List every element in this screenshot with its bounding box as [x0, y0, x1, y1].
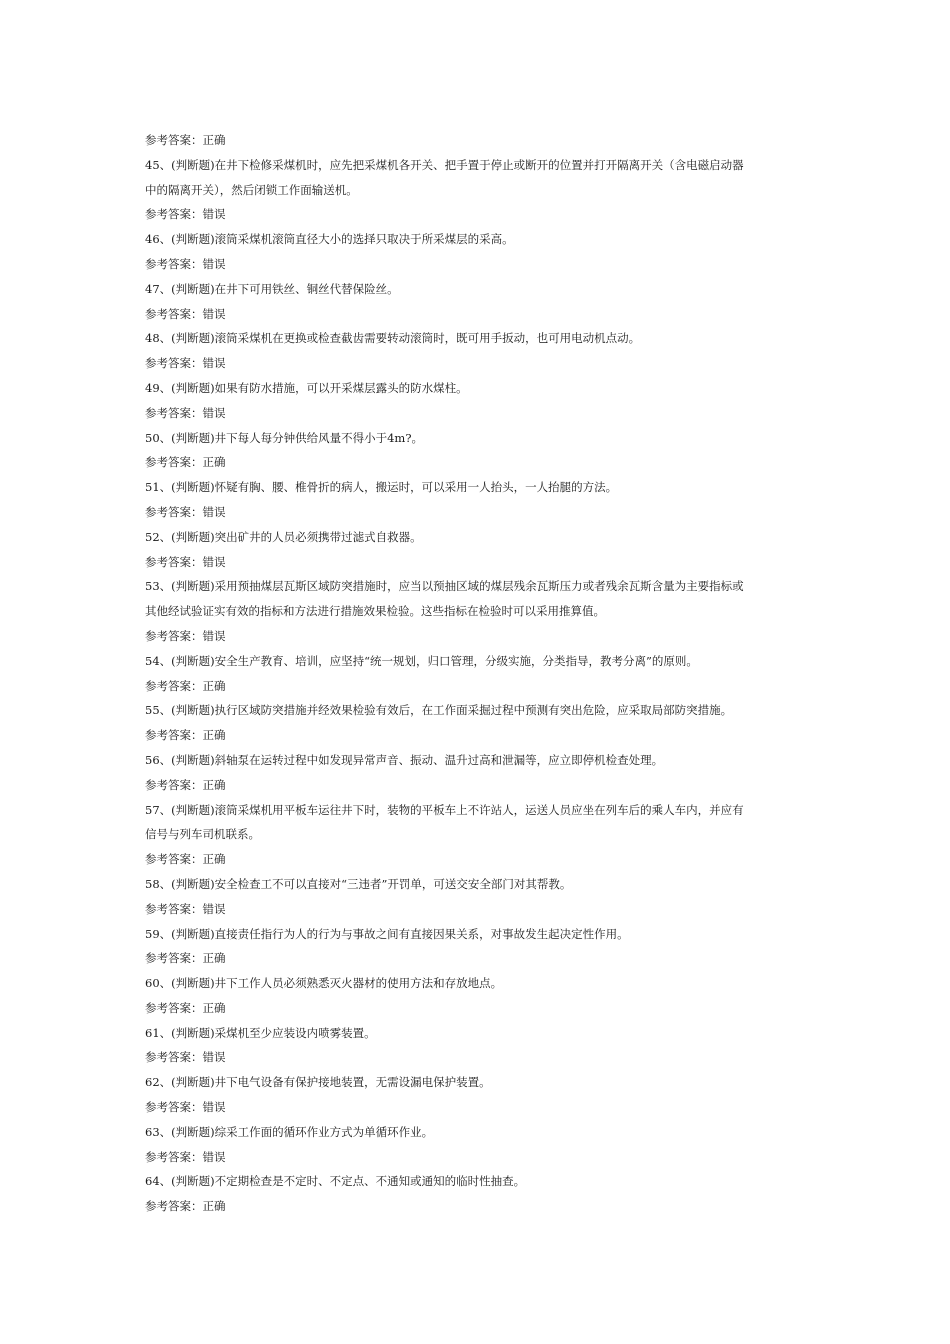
question-text: 中的隔离开关），然后闭锁工作面输送机。 — [145, 182, 358, 197]
question-text: 48、(判断题)滚筒采煤机在更换或检查截齿需要转动滚筒时，既可用手扳动，也可用电动机点动。 — [145, 331, 641, 346]
question-list — [145, 153, 810, 1219]
question-text: 61、(判断题)采煤机至少应装设内喷雾装置。 — [145, 1025, 376, 1040]
answer-text: 参考答案：错误 — [145, 554, 226, 569]
answer-text: 参考答案：错误 — [145, 306, 226, 321]
question-text: 60、(判断题)井下工作人员必须熟悉灭火器材的使用方法和存放地点。 — [145, 976, 503, 991]
question-text: 58、(判断题)安全检查工不可以直接对“三违者”开罚单，可送交安全部门对其帮教。 — [145, 876, 572, 891]
question-text: 46、(判断题)滚筒采煤机滚筒直径大小的选择只取决于所采煤层的采高。 — [145, 232, 514, 247]
lead-answer: 参考答案：正确 — [145, 133, 226, 147]
question-text: 53、(判断题)采用预抽煤层瓦斯区域防突措施时，应当以预抽区域的煤层残余瓦斯压力或者残余瓦斯含量为主要指标或 — [145, 579, 744, 594]
answer-text: 参考答案：正确 — [145, 777, 226, 792]
question-text: 45、(判断题)在井下检修采煤机时，应先把采煤机各开关、把手置于停止或断开的位置并打开隔离开关（含电磁启动器 — [145, 157, 744, 172]
answer-text: 参考答案：正确 — [145, 678, 226, 693]
question-text: 59、(判断题)直接责任指行为人的行为与事故之间有直接因果关系，对事故发生起决定性作用。 — [145, 926, 629, 941]
answer-text: 参考答案：错误 — [145, 405, 226, 420]
answer-text: 参考答案：正确 — [145, 1199, 226, 1214]
question-text: 64、(判断题)不定期检查是不定时、不定点、不通知或通知的临时性抽查。 — [145, 1174, 526, 1189]
question-text: 49、(判断题)如果有防水措施，可以开采煤层露头的防水煤柱。 — [145, 380, 468, 395]
question-text: 55、(判断题)执行区域防突措施并经效果检验有效后，在工作面采掘过程中预测有突出危险，应采取局部防突措施。 — [145, 703, 733, 718]
answer-text: 参考答案：错误 — [145, 628, 226, 643]
answer-text: 参考答案：错误 — [145, 1050, 226, 1065]
question-text: 56、(判断题)斜轴泵在运转过程中如发现异常声音、振动、温升过高和泄漏等，应立即停机检查处理。 — [145, 752, 664, 767]
answer-text: 参考答案：错误 — [145, 256, 226, 271]
question-text: 52、(判断题)突出矿井的人员必须携带过滤式自救器。 — [145, 529, 422, 544]
answer-text: 参考答案：错误 — [145, 207, 226, 222]
question-text: 51、(判断题)怀疑有胸、腰、椎骨折的病人，搬运时，可以采用一人抬头，一人抬腿的方法。 — [145, 480, 618, 495]
answer-text: 参考答案：正确 — [145, 852, 226, 867]
answer-text: 参考答案：错误 — [145, 1149, 226, 1164]
question-text: 47、(判断题)在井下可用铁丝、铜丝代替保险丝。 — [145, 281, 399, 296]
answer-text: 参考答案：错误 — [145, 901, 226, 916]
question-text: 63、(判断题)综采工作面的循环作业方式为单循环作业。 — [145, 1124, 434, 1139]
question-text: 57、(判断题)滚筒采煤机用平板车运往井下时，装物的平板车上不许站人，运送人员应坐在列车后的乘人车内，并应有 — [145, 802, 744, 817]
question-text: 信号与列车司机联系。 — [145, 827, 260, 842]
answer-text: 参考答案：错误 — [145, 356, 226, 371]
answer-text: 参考答案：正确 — [145, 455, 226, 470]
question-text: 62、(判断题)井下电气设备有保护接地装置，无需设漏电保护装置。 — [145, 1075, 491, 1090]
question-text: 54、(判断题)安全生产教育、培训，应坚持“统一规划，归口管理，分级实施，分类指导，教考分离”的原则。 — [145, 653, 698, 668]
question-text: 其他经试验证实有效的指标和方法进行措施效果检验。这些指标在检验时可以采用推算值。 — [145, 604, 605, 619]
answer-text: 参考答案：正确 — [145, 728, 226, 743]
question-text: 50、(判断题)井下每人每分钟供给风量不得小于4m?。 — [145, 430, 423, 445]
answer-text: 参考答案：错误 — [145, 1100, 226, 1115]
answer-text: 参考答案：正确 — [145, 1000, 226, 1015]
document-page — [145, 128, 810, 1219]
answer-text: 参考答案：错误 — [145, 504, 226, 519]
answer-text: 参考答案：正确 — [145, 951, 226, 966]
